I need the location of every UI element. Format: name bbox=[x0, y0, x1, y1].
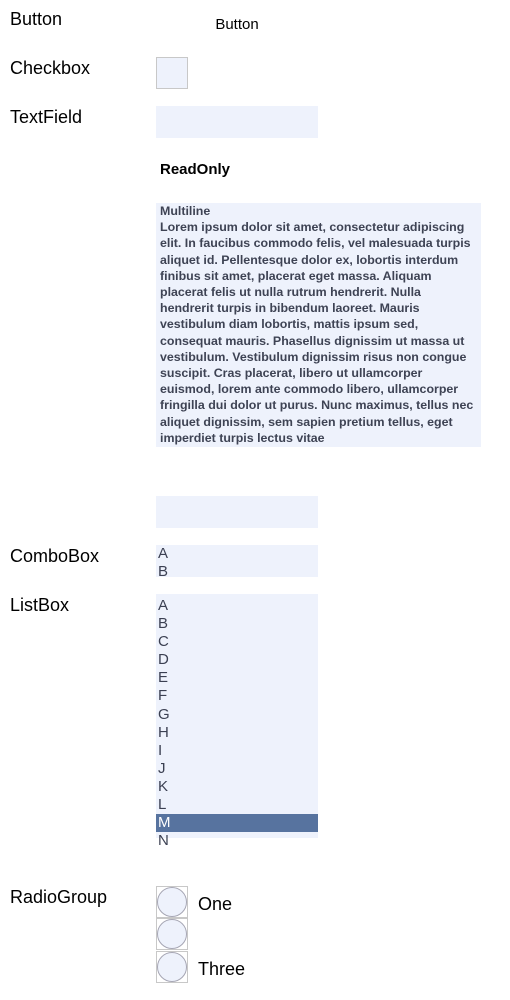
radiogroup-label: RadioGroup bbox=[10, 887, 108, 907]
radio-button-one[interactable] bbox=[156, 886, 188, 918]
textfield-label: TextField bbox=[10, 107, 83, 127]
readonly-field: ReadOnly bbox=[160, 161, 231, 178]
listbox-option[interactable]: D bbox=[158, 651, 169, 669]
multiline-field[interactable] bbox=[156, 203, 481, 447]
radio-button-three[interactable] bbox=[156, 951, 188, 983]
radio-circle-icon bbox=[157, 887, 187, 917]
multiline-text: Lorem ipsum dolor sit amet, consectetur adipiscing elit. In faucibus commodo felis, vel malesuada turpis aliquet id. Pellentesque dolor ex, lobortis interdum finibus sit amet, placerat eget massa. Aliquam placerat felis ut nulla rutrum hendrerit. Nulla hendrerit turpis in bibendum laoreet. Mauris vestibulum diam lobortis, mattis ipsum sed, consequat mauris. Phasellus dignissim ut massa ut vestibulum. Vestibulum dignissim risus non congue suscipit. Cras placerat, libero ut ullamcorper euismod, lorem ante commodo libero, ullamcorper fringilla dui dolor ut purus. Nunc maximus, tellus nec aliquet dignissim, sem sapien pretium tellus, eget imperdiet turpis lectus vitae bbox=[160, 220, 474, 445]
radio-circle-icon bbox=[157, 952, 187, 982]
listbox-option[interactable]: N bbox=[158, 832, 169, 850]
radio-circle-icon bbox=[157, 919, 187, 949]
radio-label-one: One bbox=[198, 894, 233, 914]
combobox-option: A bbox=[158, 545, 169, 562]
combobox[interactable] bbox=[156, 545, 318, 580]
push-button[interactable]: Button bbox=[156, 8, 318, 42]
combobox-label: ComboBox bbox=[10, 546, 100, 566]
listbox-option[interactable]: E bbox=[158, 669, 169, 687]
radio-label-three: Three bbox=[198, 959, 246, 979]
combobox-option: B bbox=[158, 563, 169, 580]
radio-button-two[interactable] bbox=[156, 918, 188, 950]
listbox-option[interactable]: F bbox=[158, 687, 168, 705]
multiline-title: Multiline bbox=[160, 204, 211, 218]
listbox-option[interactable]: H bbox=[158, 723, 169, 741]
listbox-label: ListBox bbox=[10, 595, 70, 615]
listbox-option[interactable]: B bbox=[158, 615, 169, 633]
listbox-option-selected[interactable]: M bbox=[156, 814, 318, 832]
button-label: Button bbox=[10, 9, 63, 29]
empty-text-field[interactable] bbox=[156, 496, 318, 528]
listbox-option[interactable]: K bbox=[158, 777, 169, 795]
listbox-option[interactable]: A bbox=[158, 597, 169, 614]
listbox-option[interactable]: G bbox=[158, 705, 170, 723]
checkbox-label: Checkbox bbox=[10, 58, 91, 78]
listbox-option[interactable]: L bbox=[158, 796, 167, 814]
listbox-option[interactable]: C bbox=[158, 633, 169, 651]
checkbox[interactable] bbox=[156, 57, 188, 89]
listbox[interactable] bbox=[156, 594, 318, 850]
listbox-option[interactable]: I bbox=[158, 741, 163, 759]
listbox-option[interactable]: J bbox=[158, 759, 166, 777]
text-field[interactable] bbox=[156, 106, 318, 138]
